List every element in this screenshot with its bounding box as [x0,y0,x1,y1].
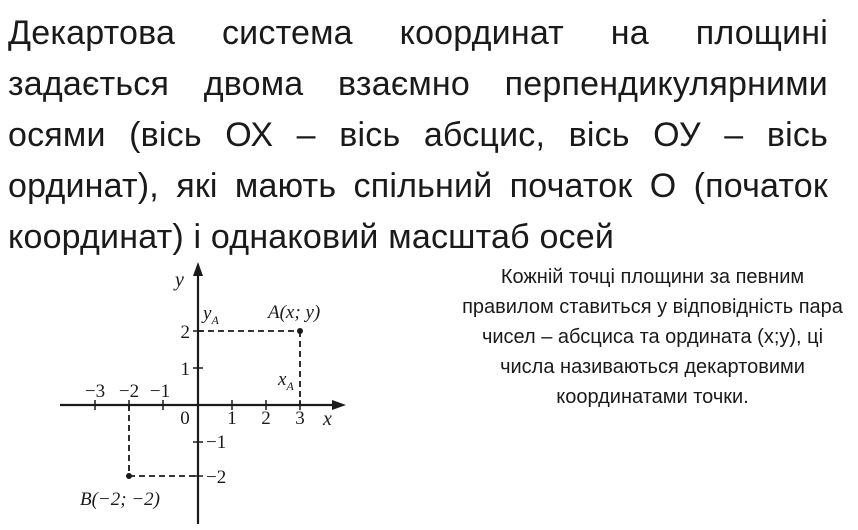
y-tick-label: −1 [206,432,227,453]
caption-paragraph: Кожній точці площини за певним правилом ставиться у відповідність пара чисел – абсциса та ордината (x;y), ці числа називаються декартовими координатами точки. [462,266,843,408]
point-b [126,473,132,479]
y-tick-label: 2 [180,322,190,343]
intro-paragraph: Декартова система координат на площині задається двома взаємно перпендикулярними осями (вісь ОХ – вісь абсцис, вісь ОУ – вісь ординат), які мають спільний початок О (початок координат) і однаковий масштаб осей [8,14,828,256]
x-axis-arrow [332,400,346,410]
y-axis-arrow [193,262,203,276]
origin-label: 0 [180,408,190,429]
x-tick-label: 2 [261,408,271,429]
x-a-label: $x_A$ [278,369,294,393]
x-tick-label: 1 [227,408,237,429]
x-tick-label: −3 [84,381,106,402]
x-tick-label: −2 [118,381,140,402]
point-b-label: B(−2; −2) [80,489,160,510]
coordinate-plane-diagram [50,252,420,530]
y-a-label: $y_A$ [203,303,219,327]
x-tick-label: −1 [149,381,171,402]
y-tick-label: 1 [180,359,190,380]
y-tick-label: −2 [206,467,227,488]
x-axis-label: x [323,408,332,430]
x-tick-label: 3 [295,408,305,429]
y-axis-label: y [175,269,184,291]
point-a [297,328,303,334]
point-a-label: A(x; y) [268,302,321,323]
